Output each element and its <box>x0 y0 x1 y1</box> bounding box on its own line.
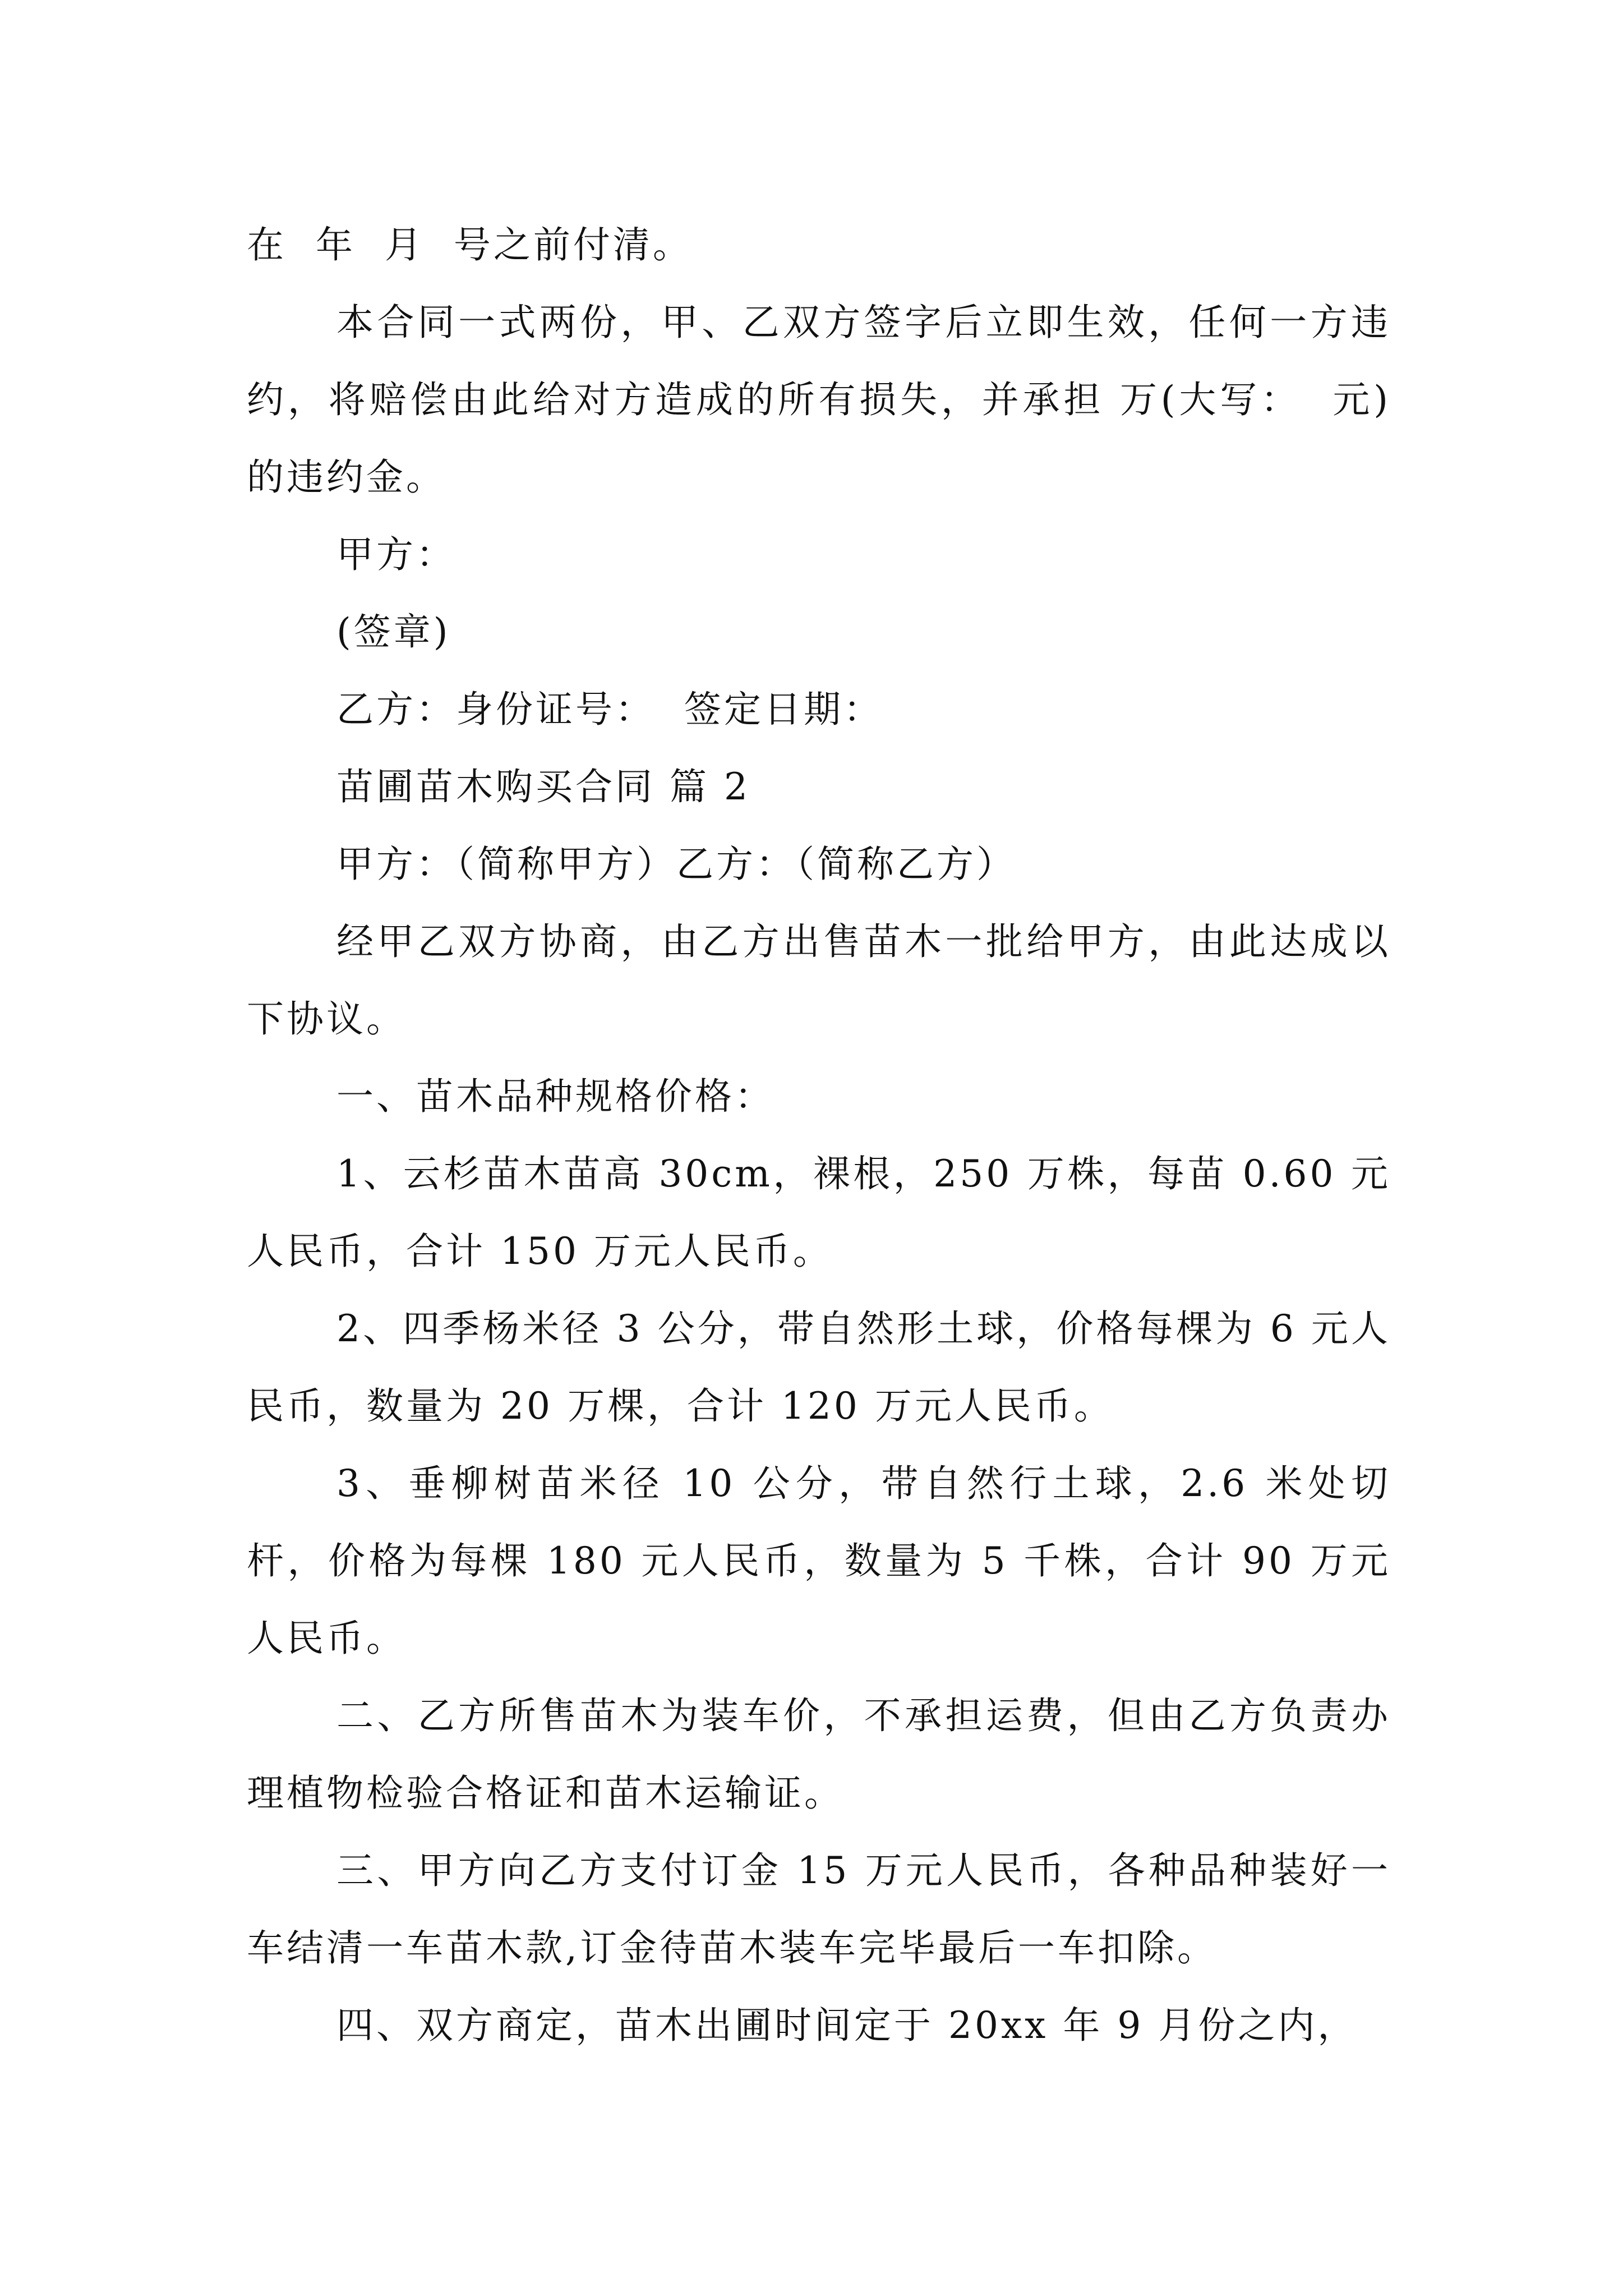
clause-1-heading: 一、苗木品种规格价格： <box>336 1075 774 1118</box>
paragraph-party-b-sign: 乙方：身份证号： 签定日期： <box>336 688 883 731</box>
paragraph-parties: 甲方：（简称甲方）乙方：（简称乙方） <box>336 843 1016 886</box>
paragraph-seal: (签章) <box>336 610 451 654</box>
clause-1-item-2: 2、四季杨米径 3 公分，带自然形土球，价格每棵为 6 元人民币，数量为 20 万棵，合计 120 万元人民币。 <box>247 1307 1391 1428</box>
clause-4: 四、双方商定，苗木出圃时间定于 20xx 年 9 月份之内， <box>336 2004 1358 2047</box>
paragraph-agreement-intro: 经甲乙双方协商，由乙方出售苗木一批给甲方，由此达成以下协议。 <box>247 920 1391 1041</box>
paragraph-payment-deadline: 在 年 月 号之前付清。 <box>247 223 693 266</box>
clause-1-item-3: 3、垂柳树苗米径 10 公分，带自然行土球，2.6 米处切杆，价格为每棵 180 元人民币，数量为 5 千株，合计 90 万元人民币。 <box>247 1462 1391 1660</box>
paragraph-party-a-sign: 甲方： <box>336 533 456 576</box>
paragraph-contract-validity: 本合同一式两份，甲、乙双方签字后立即生效，任何一方违约，将赔偿由此给对方造成的所有损失，并承担 万(大写： 元)的违约金。 <box>247 301 1391 499</box>
document-body <box>247 206 1391 2064</box>
clause-1-item-1: 1、云杉苗木苗高 30cm，裸根，250 万株，每苗 0.60 元人民币，合计 150 万元人民币。 <box>247 1152 1391 1273</box>
clause-2: 二、乙方所售苗木为装车价，不承担运费，但由乙方负责办理植物检验合格证和苗木运输证。 <box>247 1694 1391 1815</box>
clause-3: 三、甲方向乙方支付订金 15 万元人民币，各种品种装好一车结清一车苗木款,订金待苗木装车完毕最后一车扣除。 <box>247 1849 1391 1970</box>
section-heading: 苗圃苗木购买合同 篇 2 <box>336 765 750 808</box>
